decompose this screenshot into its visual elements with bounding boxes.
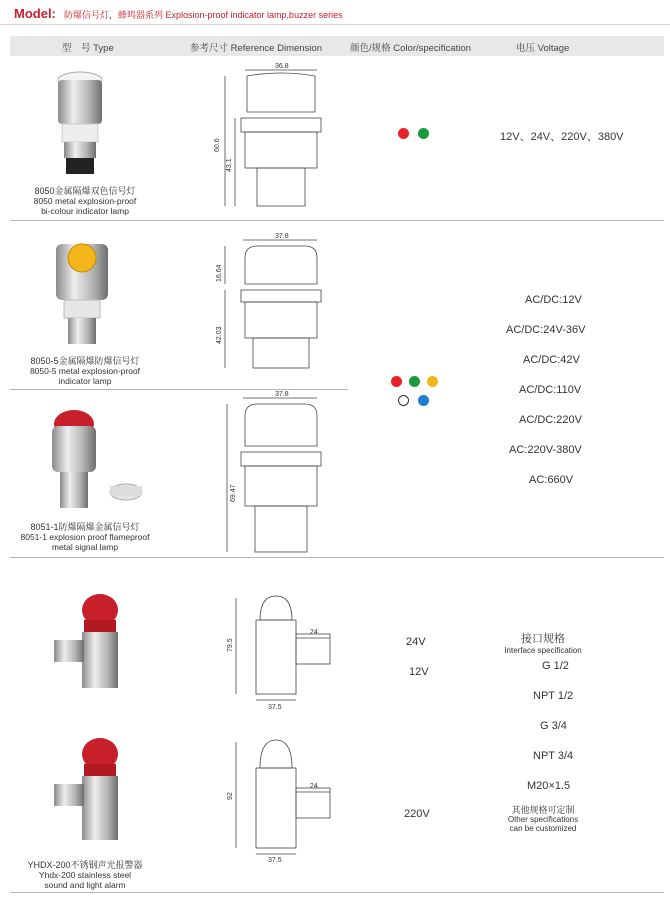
alarm-yhdx-photo-a bbox=[48, 592, 138, 692]
interface-spec-title bbox=[488, 630, 598, 655]
interface-title-en: Interface specification bbox=[504, 646, 582, 655]
row-divider bbox=[10, 557, 664, 558]
dim-width: 37.8 bbox=[275, 391, 289, 398]
dim-width: 36.8 bbox=[275, 63, 289, 70]
voltage-item: AC/DC:24V-36V bbox=[506, 324, 586, 336]
dimension-drawing-8050-5 bbox=[205, 232, 335, 382]
table-header bbox=[10, 36, 664, 56]
interface-item: M20×1.5 bbox=[527, 780, 571, 792]
dimension-drawing-yhdx-a bbox=[220, 590, 340, 710]
product-caption bbox=[10, 860, 160, 890]
product-name-en: metal signal lamp bbox=[51, 542, 119, 552]
dim-width: 37.8 bbox=[275, 233, 289, 240]
product-name-cn: 8050金属隔爆双色信号灯 bbox=[34, 186, 136, 196]
interface-item: G 1/2 bbox=[542, 660, 569, 672]
product-name-en: 8051-1 explosion proof flameproof bbox=[20, 532, 150, 542]
color-swatch-white bbox=[398, 395, 409, 406]
voltage-item: AC/DC:220V bbox=[519, 414, 582, 426]
dimension-drawing-8050 bbox=[205, 62, 335, 212]
col-type-header: 型 号 Type bbox=[62, 43, 114, 54]
interface-item: G 3/4 bbox=[540, 720, 567, 732]
product-name-cn: YHDX-200不锈钢声光报警器 bbox=[27, 860, 143, 870]
dimension-drawing-yhdx-b bbox=[220, 734, 340, 864]
dim-height: 60.6 bbox=[214, 138, 221, 152]
lamp-8050-photo bbox=[48, 70, 112, 180]
custom-note-en: can be customized bbox=[509, 824, 577, 833]
voltage-list: 12V、24V、220V、380V bbox=[500, 131, 624, 143]
product-name-en: indicator lamp bbox=[58, 376, 112, 386]
model-label: Model: bbox=[14, 6, 56, 21]
color-swatch-red bbox=[398, 128, 409, 139]
alarm-yhdx-photo-b bbox=[48, 736, 138, 846]
color-swatch-blue bbox=[418, 395, 429, 406]
dim-body-height: 42.03 bbox=[216, 326, 223, 344]
dim-height: 92 bbox=[227, 792, 234, 800]
voltage-item: AC/DC:12V bbox=[525, 294, 582, 306]
product-name-cn: 8051-1防爆隔爆金属信号灯 bbox=[30, 522, 140, 532]
dim-height-body: 43.1 bbox=[226, 158, 233, 172]
product-name-cn: 8050-5金属隔爆防爆信号灯 bbox=[30, 356, 140, 366]
product-name-en: 8050-5 metal explosion-proof bbox=[29, 366, 141, 376]
product-caption bbox=[10, 356, 160, 386]
voltage-item: 220V bbox=[404, 808, 430, 820]
dimension-drawing-8051-1 bbox=[205, 390, 335, 555]
voltage-item: 12V bbox=[409, 666, 429, 678]
product-name-en: Yhdx-200 stainless steel bbox=[38, 870, 132, 880]
color-swatch-green bbox=[418, 128, 429, 139]
dim-height: 69.47 bbox=[230, 484, 237, 502]
custom-note-en: Other specifications bbox=[507, 815, 579, 824]
lamp-8050-5-photo bbox=[50, 238, 114, 348]
color-swatch-red bbox=[391, 376, 402, 387]
col-voltage-header: 电压 Voltage bbox=[516, 43, 570, 54]
title-bar bbox=[0, 2, 670, 25]
product-name-en: 8050 metal explosion-proof bbox=[33, 196, 137, 206]
interface-item: NPT 3/4 bbox=[533, 750, 574, 762]
interface-item: NPT 1/2 bbox=[533, 690, 574, 702]
dim-height: 79.5 bbox=[227, 638, 234, 652]
product-name-en: bi-colour indicator lamp bbox=[41, 206, 129, 216]
product-caption bbox=[10, 522, 160, 552]
color-swatch-yellow bbox=[427, 376, 438, 387]
dim-width: 37.5 bbox=[268, 704, 282, 710]
series-title: 防爆信号灯，蜂鸣器系列 Explosion-proof indicator lamp,buzzer series bbox=[64, 10, 343, 20]
voltage-item: AC:220V-380V bbox=[509, 444, 582, 456]
interface-custom-note bbox=[488, 806, 598, 833]
product-name-en: sound and light alarm bbox=[44, 880, 126, 890]
dim-port: 24 bbox=[310, 629, 318, 636]
dim-width: 37.5 bbox=[268, 857, 282, 864]
product-caption bbox=[10, 186, 160, 216]
row-divider bbox=[10, 220, 664, 221]
lamp-8051-1-photo bbox=[40, 406, 150, 516]
voltage-item: AC/DC:110V bbox=[519, 384, 582, 396]
col-color-header: 颜色/规格 Color/specification bbox=[350, 43, 471, 54]
voltage-item: 24V bbox=[406, 636, 426, 648]
color-swatch-green bbox=[409, 376, 420, 387]
voltage-item: AC/DC:42V bbox=[523, 354, 580, 366]
voltage-item: AC:660V bbox=[529, 474, 574, 486]
dim-top-height: 16.64 bbox=[216, 264, 223, 282]
col-dimension-header: 参考尺寸 Reference Dimension bbox=[190, 43, 322, 54]
interface-title-cn: 接口规格 bbox=[521, 633, 565, 645]
row-divider bbox=[10, 892, 664, 893]
dim-port: 24 bbox=[310, 783, 318, 790]
custom-note-cn: 其他规格可定制 bbox=[511, 805, 575, 815]
